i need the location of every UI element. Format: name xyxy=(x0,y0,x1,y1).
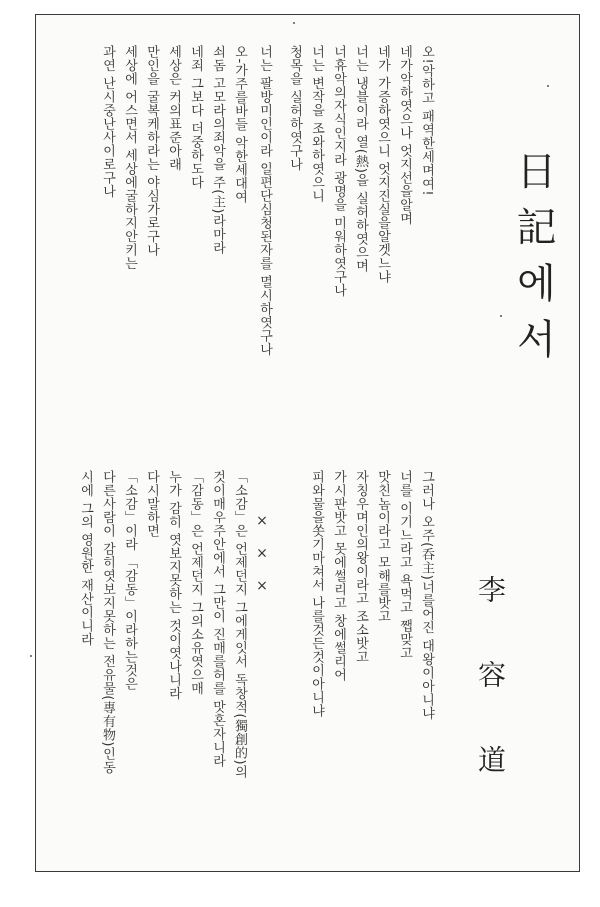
poem-line: 네죄 그보다 더중하도다 xyxy=(188,45,203,190)
print-speck xyxy=(500,315,502,317)
poem-line: 세상은 커의표준아래 xyxy=(166,45,181,172)
poem-line: 그러나 오주(呑主)너를어진 대왕이아니냐 xyxy=(419,470,434,720)
poem-line: 세상에 어스면서 세상에굴하지안키는 xyxy=(122,45,137,271)
poem-line: 「소감」은 언제던지 그에게잇서 독창적(獨創的)의 xyxy=(232,470,247,779)
poem-line: 네가 가증하엿으니 엇지진실을알겟느냐 xyxy=(375,45,390,284)
poem-title: 日記에서 xyxy=(510,150,556,374)
poem-line: 과연 난시중난사이로구나 xyxy=(100,45,115,199)
poem-line: 「소감」이라 「감동」이라하는것은 xyxy=(122,470,137,691)
poem-line: 자칭우며인의왕이라고 조소밧고 xyxy=(353,470,368,664)
print-speck xyxy=(547,85,549,87)
poem-line: 너를 이기느라고 욕먹고 쨉맞고 xyxy=(397,470,412,660)
poem-line: 너는 변작을 조와하엿으니 xyxy=(309,45,324,203)
author-name: 李 容 道 xyxy=(474,575,507,797)
poem-line: 청목을 실허하엿구나 xyxy=(287,45,302,172)
poem-line: 너휴악의자식인지라 광명을 미워하엿구나 xyxy=(331,45,346,298)
section-separator: × × × xyxy=(254,513,270,600)
poem-line: 가시판밧고 못에썰리고 창에썰리어 xyxy=(331,470,346,682)
poem-line: 만인을 굴복케하라는 야심가로구나 xyxy=(144,45,159,257)
poem-line: 「감동」은 언제던지 그의소유엿으매 xyxy=(188,470,203,696)
poem-line: 다시말하면 xyxy=(144,470,159,538)
print-speck xyxy=(293,22,295,24)
print-speck xyxy=(30,655,32,657)
poem-line: 맛친놈이라고 모해를밧고 xyxy=(375,470,390,624)
poem-line: 누가 감히 엿보지못하는 것이엿나니라 xyxy=(166,470,181,700)
poem-line: 피와물을쏫기마쳐서 나를것든것이아니냐 xyxy=(309,470,324,718)
poem-line: 쇠돔 고모라의죄악을 주(主)라마라 xyxy=(210,45,225,255)
poem-line: 오-가주를바들 악한세대여 xyxy=(232,45,247,204)
poem-line: 너는 냉블이라 열(熱)을 실허하엿으며 xyxy=(353,45,368,273)
poem-line: 너는 팔방미인이라 일편단심청된자를 멸시하엿구나 xyxy=(257,45,272,356)
poem-line: 다른사람이 감히엿보지못하는 전유물(專有物)인동 xyxy=(100,470,115,774)
poem-line: 시에 그의 영원한 재산이니라 xyxy=(78,470,93,646)
poem-line: 것이매우주안에서 그만이 진매를허를 맛혼자니라 xyxy=(210,470,225,768)
poem-line: 오!악하고 패역한세며여! xyxy=(419,45,434,197)
poem-line: 네가악하엿으나 엇지선을알며 xyxy=(397,45,412,226)
